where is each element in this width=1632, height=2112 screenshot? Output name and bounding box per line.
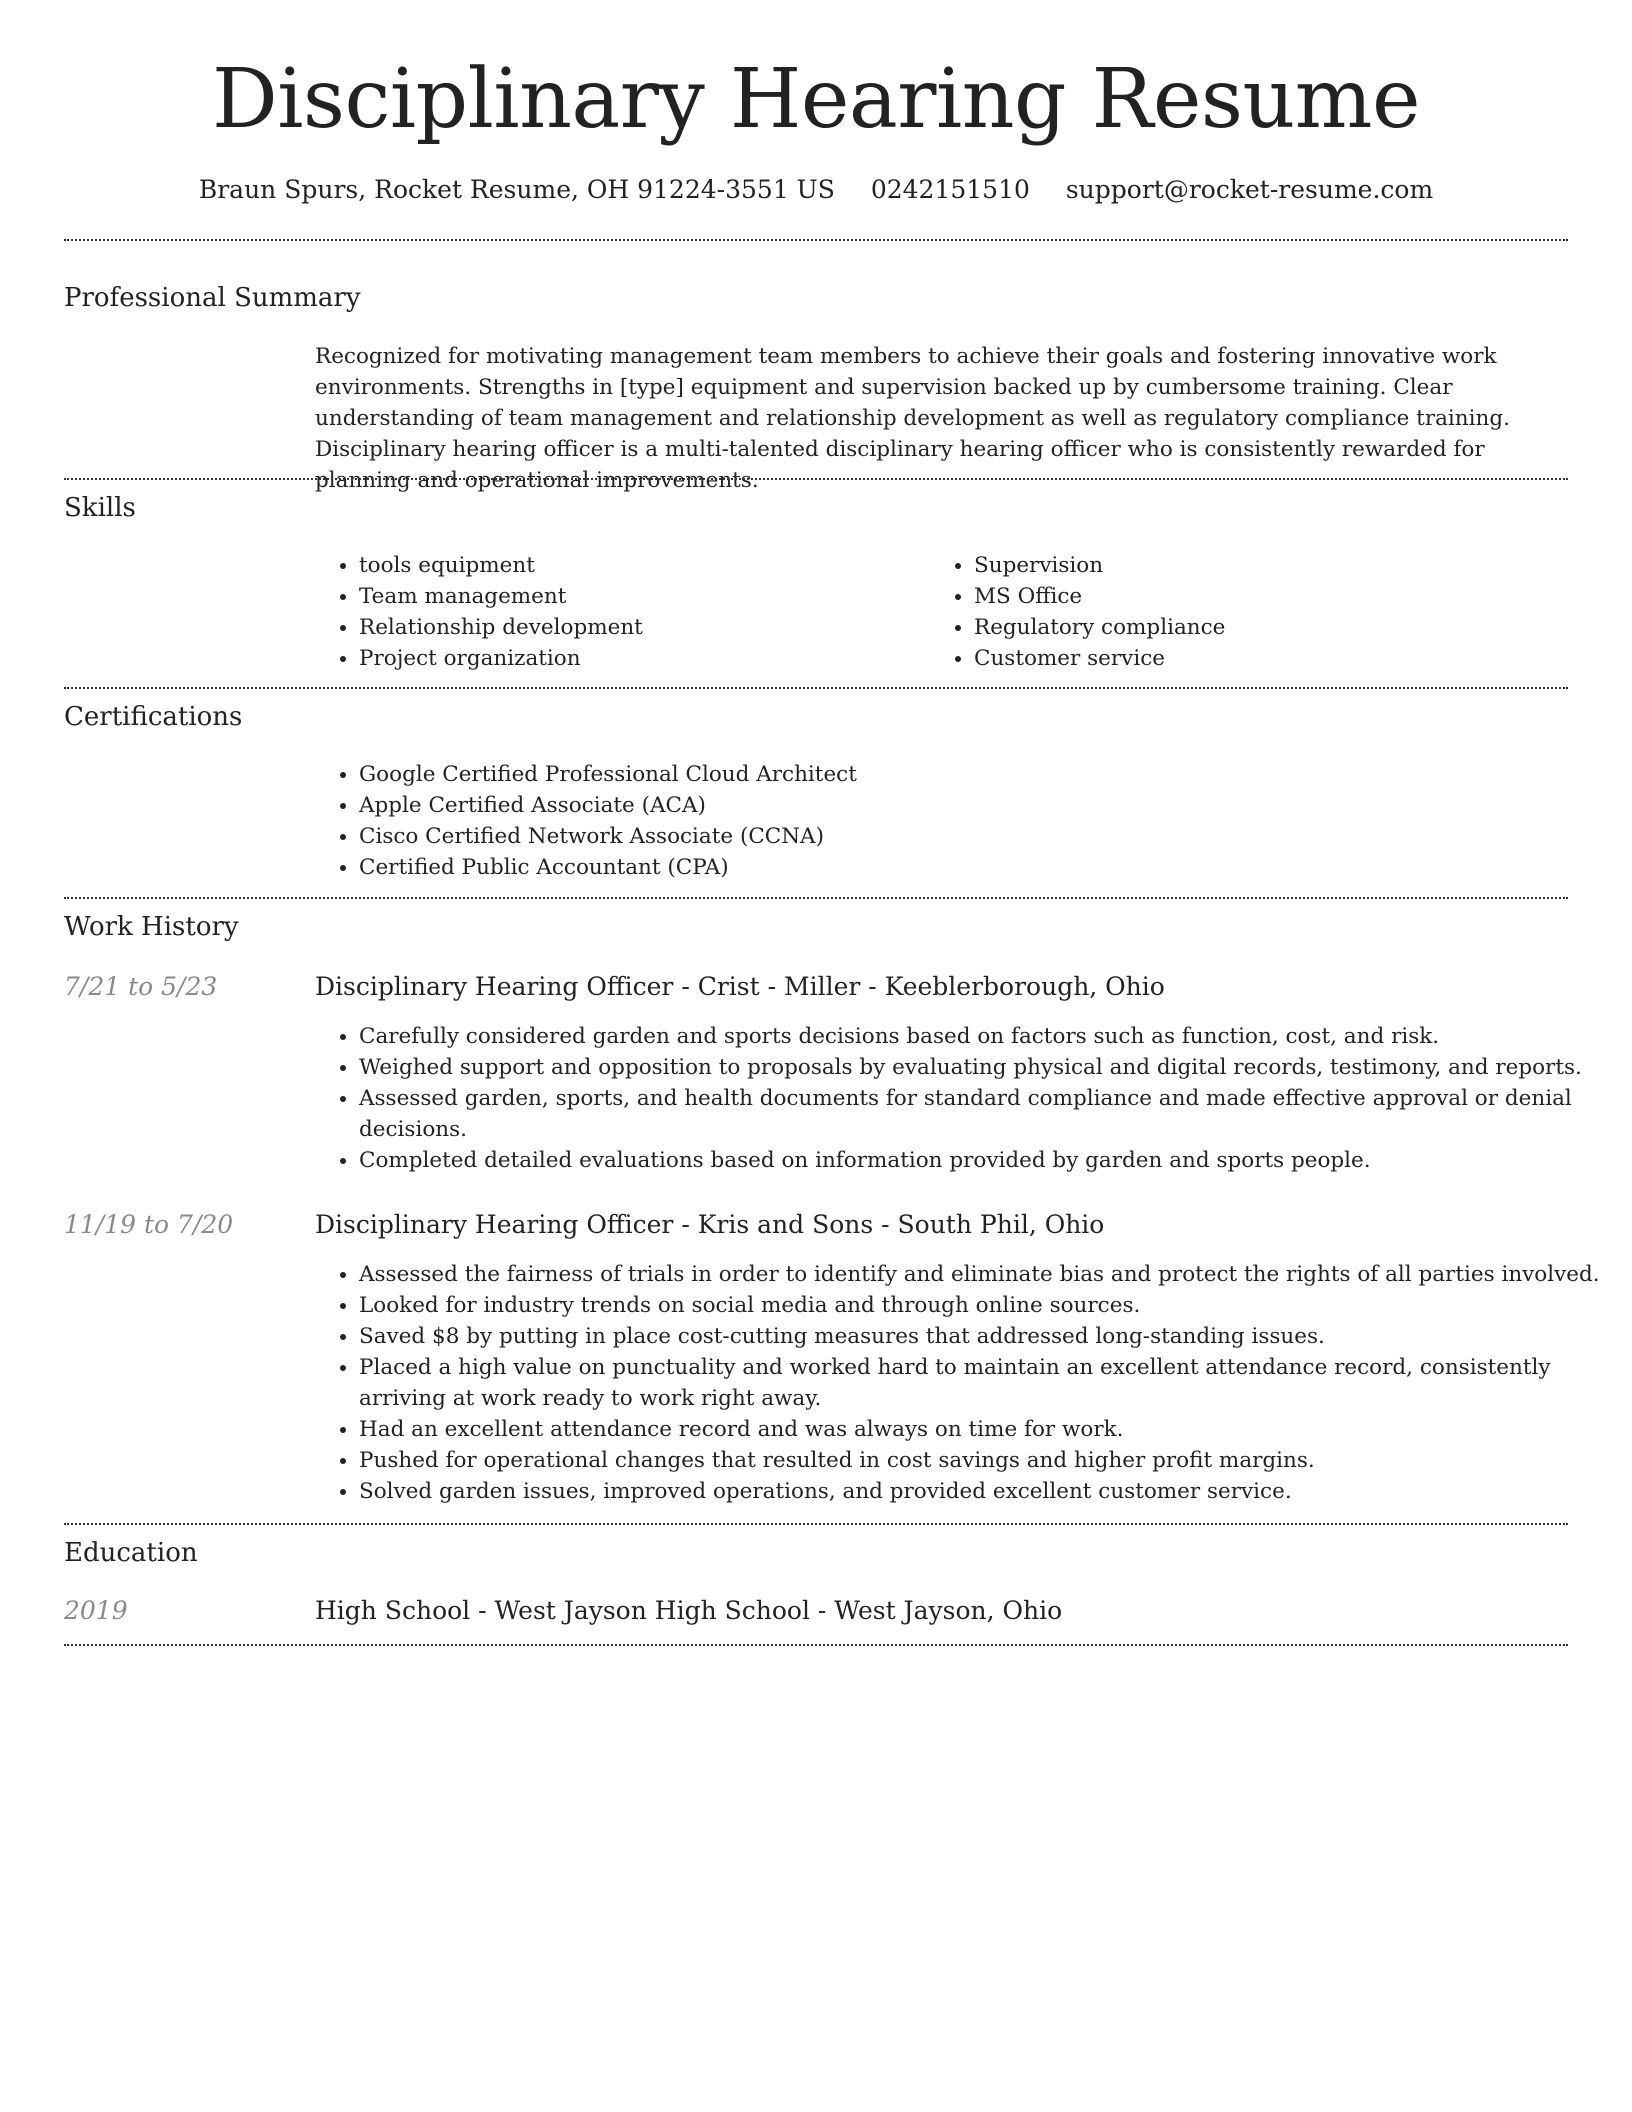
skills-list-right — [930, 550, 1534, 674]
contact-line — [0, 170, 1632, 210]
divider — [64, 687, 1568, 689]
skills-list-left — [315, 550, 919, 674]
job-title: Disciplinary Hearing Officer - Kris and Sons - South Phil, Ohio — [315, 1210, 1105, 1239]
certification-item: • Apple Certified Associate (ACA) — [359, 790, 1559, 821]
certifications-list — [315, 759, 1559, 883]
job-bullet: • Saved $8 by putting in place cost-cutting measures that addressed long-standing issues. — [359, 1321, 1611, 1352]
education-entry: High School - West Jayson High School - West Jayson, Ohio — [315, 1596, 1063, 1625]
summary-text: Recognized for motivating management team members to achieve their goals and fostering innovative work environments. Strengths in [type] equipment and supervision backed up by cumbersome training. Clear understanding of team management and relationship development as well as regulatory compliance training. Disciplinary hearing officer is a multi-talented disciplinary hearing officer who is consistently rewarded for planning and operational improvements. — [315, 344, 1510, 493]
job-bullet: • Placed a high value on punctuality and worked hard to maintain an excellent attendance record, consistently arriving at work ready to work right away. — [359, 1352, 1611, 1414]
skill-item: • MS Office — [974, 581, 1534, 612]
job-dates: 7/21 to 5/23 — [64, 972, 218, 1001]
divider — [64, 478, 1568, 480]
job-bullet: • Pushed for operational changes that resulted in cost savings and higher profit margins. — [359, 1445, 1611, 1476]
divider — [64, 897, 1568, 899]
certification-item: • Certified Public Accountant (CPA) — [359, 852, 1559, 883]
resume-title: Disciplinary Hearing Resume — [211, 52, 1421, 147]
job-bullet: • Carefully considered garden and sports decisions based on factors such as function, cost, and risk. — [359, 1021, 1611, 1052]
contact-address: Braun Spurs, Rocket Resume, OH 91224-3551 US — [198, 175, 835, 204]
divider — [64, 239, 1568, 241]
job-bullet: • Weighed support and opposition to proposals by evaluating physical and digital records, testimony, and reports. — [359, 1052, 1611, 1083]
section-title-skills: Skills — [64, 493, 136, 523]
job-title: Disciplinary Hearing Officer - Crist - Miller - Keeblerborough, Ohio — [315, 972, 1165, 1001]
job-bullet: • Completed detailed evaluations based on information provided by garden and sports people. — [359, 1145, 1611, 1176]
job-bullet: • Assessed the fairness of trials in order to identify and eliminate bias and protect the rights of all parties involved. — [359, 1259, 1611, 1290]
skill-item: • Relationship development — [359, 612, 919, 643]
contact-phone: 0242151510 — [870, 175, 1030, 204]
skill-item: • Project organization — [359, 643, 919, 674]
job-bullets — [315, 1021, 1611, 1176]
skill-item: • Customer service — [974, 643, 1534, 674]
job-bullet: • Had an excellent attendance record and was always on time for work. — [359, 1414, 1611, 1445]
job-bullet: • Assessed garden, sports, and health documents for standard compliance and made effective approval or denial decisions. — [359, 1083, 1611, 1145]
skill-item: • Team management — [359, 581, 919, 612]
job-bullet: • Solved garden issues, improved operations, and provided excellent customer service. — [359, 1476, 1611, 1507]
divider — [64, 1644, 1568, 1646]
section-title-summary: Professional Summary — [64, 283, 361, 313]
section-title-work-history: Work History — [64, 912, 239, 942]
contact-email: support@rocket-resume.com — [1065, 175, 1434, 204]
divider — [64, 1523, 1568, 1525]
education-year: 2019 — [64, 1596, 128, 1625]
skill-item: • Regulatory compliance — [974, 612, 1534, 643]
section-title-certifications: Certifications — [64, 702, 243, 732]
certification-item: • Google Certified Professional Cloud Architect — [359, 759, 1559, 790]
skill-item: • tools equipment — [359, 550, 919, 581]
skill-item: • Supervision — [974, 550, 1534, 581]
job-dates: 11/19 to 7/20 — [64, 1210, 234, 1239]
section-title-education: Education — [64, 1538, 198, 1568]
certification-item: • Cisco Certified Network Associate (CCNA) — [359, 821, 1559, 852]
job-bullet: • Looked for industry trends on social media and through online sources. — [359, 1290, 1611, 1321]
job-bullets — [315, 1259, 1611, 1507]
